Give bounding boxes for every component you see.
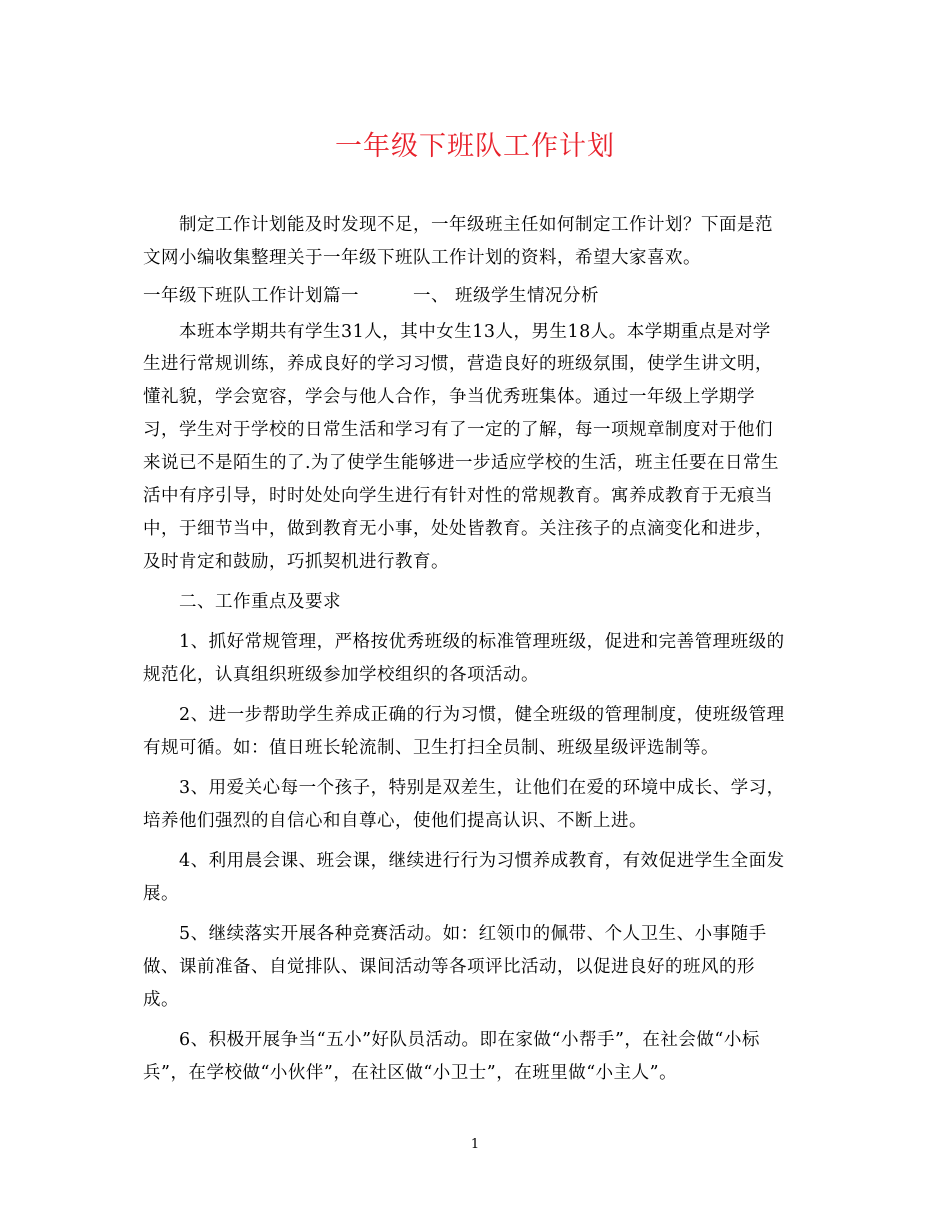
text-line: 1、抓好常规管理，严格按优秀班级的标准管理班级，促进和完善管理班级的 (143, 632, 785, 652)
text-line: 6、积极开展争当“五小”好队员活动。即在家做“小帮手”，在社会做“小标 (143, 1030, 760, 1050)
text-line: 中，于细节当中，做到教育无小事，处处皆教育。关注孩子的点滴变化和进步， (143, 519, 773, 539)
text-line: 规范化，认真组织班级参加学校组织的各项活动。 (143, 665, 539, 685)
text-line: 制定工作计划能及时发现不足，一年级班主任如何制定工作计划？下面是范 (143, 215, 773, 235)
document-title: 一年级下班队工作计划 (335, 131, 615, 162)
text-line: 4、利用晨会课、班会课，继续进行行为习惯养成教育，有效促进学生全面发 (143, 851, 785, 871)
text-line: 一年级下班队工作计划篇一 一、 班级学生情况分析 (143, 286, 600, 306)
page-number: 1 (470, 1137, 480, 1152)
text-line: 2、进一步帮助学生养成正确的行为习惯，健全班级的管理制度，使班级管理 (143, 705, 785, 725)
text-line: 懂礼貌，学会宽容，学会与他人合作，争当优秀班集体。通过一年级上学期学 (143, 387, 755, 407)
text-line: 3、用爱关心每一个孩子，特别是双差生，让他们在爱的环境中成长、学习， (143, 778, 785, 798)
text-line: 生进行常规训练，养成良好的学习习惯，营造良好的班级氛围，使学生讲文明， (143, 354, 773, 374)
text-line: 及时肯定和鼓励，巧抓契机进行教育。 (143, 552, 449, 572)
text-line: 有规可循。如：值日班长轮流制、卫生打扫全员制、班级星级评选制等。 (143, 738, 719, 758)
text-line: 本班本学期共有学生31人，其中女生13人，男生18人。本学期重点是对学 (143, 322, 771, 342)
text-line: 5、继续落实开展各种竞赛活动。如：红领巾的佩带、个人卫生、小事随手 (143, 924, 767, 944)
text-line: 成。 (143, 990, 179, 1010)
text-line: 活中有序引导，时时处处向学生进行有针对性的常规教育。寓养成教育于无痕当 (143, 486, 773, 506)
text-line: 文网小编收集整理关于一年级下班队工作计划的资料，希望大家喜欢。 (143, 248, 701, 268)
text-line: 做、课前准备、自觉排队、课间活动等各项评比活动，以促进良好的班风的形 (143, 957, 755, 977)
text-line: 兵”，在学校做“小伙伴”，在社区做“小卫士”，在班里做“小主人”。 (143, 1063, 678, 1083)
section-heading: 二、工作重点及要求 (143, 592, 341, 612)
text-line: 习，学生对于学校的日常生活和学习有了一定的了解，每一项规章制度对于他们 (143, 420, 773, 440)
text-line: 培养他们强烈的自信心和自尊心，使他们提高认识、不断上进。 (143, 811, 647, 831)
text-line: 展。 (143, 884, 179, 904)
text-line: 来说已不是陌生的了.为了使学生能够进一步适应学校的生活，班主任要在日常生 (143, 453, 780, 473)
